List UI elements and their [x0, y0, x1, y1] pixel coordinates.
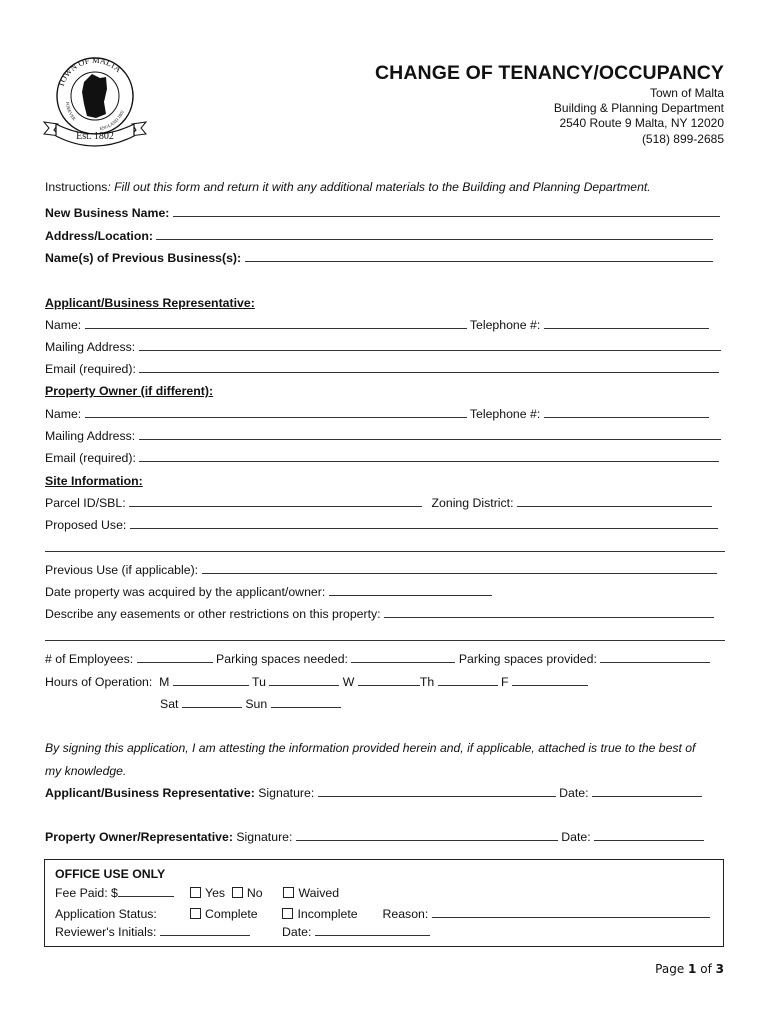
friday-label: F: [501, 675, 509, 689]
instructions-text: : Fill out this form and return it with any additional materials to the Building and Planning Department.: [107, 180, 651, 194]
address-location-field[interactable]: [156, 229, 713, 240]
zoning-label: Zoning District:: [431, 496, 514, 510]
date-acquired-row: [45, 585, 492, 599]
wednesday-field[interactable]: [358, 675, 420, 686]
date-acquired-field[interactable]: [329, 585, 492, 596]
waived-checkbox[interactable]: [283, 887, 294, 898]
town-seal-logo: [40, 44, 150, 148]
applicant-heading: Applicant/Business Representative:: [45, 296, 255, 310]
current-page: 1: [688, 962, 697, 976]
proposed-use-field-line2[interactable]: [45, 551, 725, 552]
owner-email-field[interactable]: [139, 451, 719, 462]
previous-business-row: [45, 251, 713, 265]
applicant-date-field[interactable]: [592, 786, 702, 797]
yes-label: Yes: [205, 886, 226, 900]
monday-label: M: [159, 675, 170, 689]
easements-label: Describe any easements or other restrictions on this property:: [45, 607, 381, 621]
svg-text:Est. 1802: Est. 1802: [76, 131, 114, 142]
applicant-signature-heading: Applicant/Business Representative:: [45, 786, 255, 800]
reason-label: Reason:: [382, 907, 429, 921]
form-title: CHANGE OF TENANCY/OCCUPANCY: [374, 62, 724, 84]
previous-use-label: Previous Use (if applicable):: [45, 563, 199, 577]
waived-label: Waived: [298, 886, 340, 900]
applicant-signature-field[interactable]: [318, 786, 556, 797]
date-acquired-label: Date property was acquired by the applicant/owner:: [45, 585, 326, 599]
owner-telephone-field[interactable]: [544, 407, 709, 418]
employees-parking-row: [45, 652, 710, 666]
complete-checkbox[interactable]: [190, 908, 201, 919]
incomplete-checkbox[interactable]: [282, 908, 293, 919]
weekend-hours-row: [160, 697, 341, 711]
office-date-field[interactable]: [315, 925, 430, 936]
applicant-email-row: [45, 362, 719, 376]
status-options-row: [190, 907, 710, 921]
fee-paid-field[interactable]: [118, 886, 174, 897]
reason-field[interactable]: [432, 907, 710, 918]
owner-date-label: Date:: [561, 830, 591, 844]
parcel-label: Parcel ID/SBL:: [45, 496, 126, 510]
owner-email-label: Email (required):: [45, 451, 136, 465]
parcel-field[interactable]: [129, 496, 422, 507]
tuesday-label: Tu: [252, 675, 266, 689]
sunday-field[interactable]: [271, 697, 341, 708]
applicant-signature-row: [45, 786, 702, 800]
friday-field[interactable]: [512, 675, 588, 686]
owner-heading: Property Owner (if different):: [45, 384, 214, 398]
office-use-heading: OFFICE USE ONLY: [55, 867, 166, 881]
reviewer-initials-label: Reviewer's Initials:: [55, 925, 157, 939]
page-label: Page: [655, 962, 685, 976]
svg-text:ENGLAND 1802: ENGLAND 1802: [99, 109, 125, 132]
no-label: No: [246, 886, 263, 900]
applicant-email-label: Email (required):: [45, 362, 136, 376]
owner-telephone-label: Telephone #:: [469, 407, 541, 421]
saturday-label: Sat: [160, 697, 179, 711]
tuesday-field[interactable]: [269, 675, 339, 686]
owner-email-row: [45, 451, 719, 465]
incomplete-label: Incomplete: [297, 907, 358, 921]
previous-use-field[interactable]: [202, 563, 717, 574]
saturday-field[interactable]: [182, 697, 242, 708]
new-business-name-label: New Business Name:: [45, 206, 170, 220]
applicant-mailing-label: Mailing Address:: [45, 340, 136, 354]
employees-field[interactable]: [137, 652, 213, 663]
applicant-mailing-row: [45, 340, 721, 354]
org-address: 2540 Route 9 Malta, NY 12020: [559, 116, 724, 130]
sunday-label: Sun: [245, 697, 268, 711]
attestation-text-line1: By signing this application, I am attesting the information provided herein and, if applicable, attached is true to the best of: [45, 741, 696, 755]
applicant-name-row: [45, 318, 709, 332]
of-label: of: [700, 962, 712, 976]
owner-signature-heading: Property Owner/Representative:: [45, 830, 233, 844]
monday-field[interactable]: [173, 675, 249, 686]
owner-name-field[interactable]: [85, 407, 467, 418]
office-date-row: [282, 925, 430, 939]
fee-paid-row: [55, 886, 174, 900]
svg-text:TOWN OF MALTA: TOWN OF MALTA: [55, 54, 124, 89]
previous-business-field[interactable]: [245, 251, 713, 262]
proposed-use-row: [45, 518, 718, 532]
parking-needed-field[interactable]: [351, 652, 455, 663]
zoning-field[interactable]: [517, 496, 712, 507]
thursday-field[interactable]: [438, 675, 498, 686]
reviewer-initials-row: [55, 925, 250, 939]
parking-needed-label: Parking spaces needed:: [216, 652, 348, 666]
org-name: Town of Malta: [649, 86, 724, 100]
hours-label: Hours of Operation:: [45, 675, 153, 689]
hours-row: [45, 675, 588, 689]
instructions-label: Instructions: [45, 180, 108, 194]
owner-name-row: [45, 407, 709, 421]
total-pages: 3: [715, 962, 724, 976]
applicant-signature-label: Signature:: [258, 786, 315, 800]
proposed-use-label: Proposed Use:: [45, 518, 127, 532]
owner-name-label: Name:: [45, 407, 82, 421]
attestation-text-line2: my knowledge.: [45, 764, 127, 778]
yes-checkbox[interactable]: [190, 887, 201, 898]
page-number: [655, 962, 724, 976]
seal-icon: [40, 44, 150, 148]
easements-field-line2[interactable]: [45, 640, 725, 641]
org-phone: (518) 899-2685: [641, 132, 724, 146]
owner-signature-row: [45, 830, 704, 844]
new-business-name-field[interactable]: [173, 206, 720, 217]
applicant-mailing-field[interactable]: [139, 340, 721, 351]
complete-label: Complete: [205, 907, 258, 921]
applicant-name-field[interactable]: [85, 318, 467, 329]
yes-no-waived-row: [190, 886, 339, 900]
previous-use-row: [45, 563, 717, 577]
site-heading: Site Information:: [45, 474, 143, 488]
applicant-telephone-label: Telephone #:: [469, 318, 541, 332]
previous-business-label: Name(s) of Previous Business(s):: [45, 251, 242, 265]
owner-signature-label: Signature:: [236, 830, 293, 844]
applicant-email-field[interactable]: [139, 362, 719, 373]
address-location-row: [45, 229, 713, 243]
owner-mailing-row: [45, 429, 721, 443]
owner-mailing-field[interactable]: [139, 429, 721, 440]
instructions: [45, 180, 651, 194]
wednesday-label: W: [342, 675, 355, 689]
easements-field[interactable]: [384, 607, 714, 618]
parking-provided-label: Parking spaces provided:: [458, 652, 597, 666]
svg-text:FOREVER: FOREVER: [64, 101, 77, 122]
easements-row: [45, 607, 714, 621]
thursday-label: Th: [419, 675, 435, 689]
parking-provided-field[interactable]: [600, 652, 710, 663]
new-business-name-row: [45, 206, 720, 220]
employees-label: # of Employees:: [45, 652, 134, 666]
fee-paid-label: Fee Paid: $: [55, 886, 118, 900]
proposed-use-field[interactable]: [130, 518, 718, 529]
department-name: Building & Planning Department: [553, 101, 724, 115]
owner-mailing-label: Mailing Address:: [45, 429, 136, 443]
applicant-telephone-field[interactable]: [544, 318, 709, 329]
owner-signature-field[interactable]: [296, 830, 558, 841]
office-date-label: Date:: [282, 925, 312, 939]
address-location-label: Address/Location:: [45, 229, 153, 243]
owner-date-field[interactable]: [594, 830, 704, 841]
applicant-date-label: Date:: [559, 786, 589, 800]
applicant-name-label: Name:: [45, 318, 82, 332]
reviewer-initials-field[interactable]: [160, 925, 250, 936]
parcel-row: [45, 496, 712, 510]
application-status-label: Application Status:: [55, 907, 157, 921]
no-checkbox[interactable]: [232, 887, 243, 898]
